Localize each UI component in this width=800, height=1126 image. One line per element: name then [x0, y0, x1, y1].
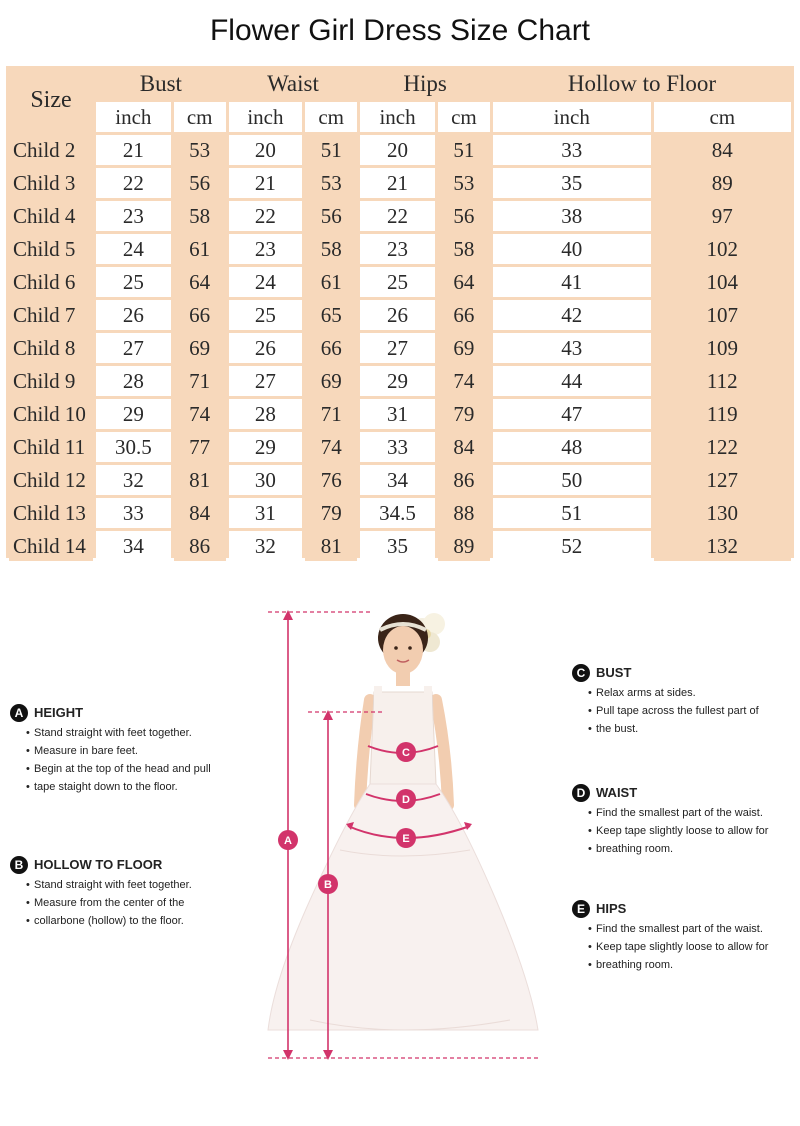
- badge-c: C: [572, 664, 590, 682]
- table-cell: 44: [493, 366, 651, 396]
- table-cell: 88: [438, 498, 490, 528]
- table-cell: 74: [305, 432, 357, 462]
- table-cell: 84: [654, 135, 791, 165]
- guide-item: • Keep tape slightly loose to allow for: [596, 822, 792, 840]
- size-label: Child 8: [9, 333, 93, 363]
- table-cell: 25: [96, 267, 171, 297]
- size-header: Size: [9, 69, 93, 132]
- guide-hollow-to-floor: [10, 856, 240, 930]
- table-cell: 23: [96, 201, 171, 231]
- table-row: [9, 234, 791, 264]
- table-cell: 122: [654, 432, 791, 462]
- table-cell: 33: [493, 135, 651, 165]
- table-row: [9, 432, 791, 462]
- table-cell: 66: [305, 333, 357, 363]
- table-cell: 34: [360, 465, 435, 495]
- table-cell: 86: [174, 531, 226, 561]
- table-cell: 104: [654, 267, 791, 297]
- table-row: [9, 333, 791, 363]
- size-table: [6, 66, 794, 564]
- guide-item: • Stand straight with feet together.: [34, 724, 240, 742]
- table-cell: 24: [96, 234, 171, 264]
- table-cell: 71: [305, 399, 357, 429]
- table-cell: 64: [438, 267, 490, 297]
- label-d: [396, 789, 416, 809]
- table-cell: 29: [96, 399, 171, 429]
- table-cell: 51: [493, 498, 651, 528]
- guide-height: [10, 704, 240, 796]
- table-cell: 102: [654, 234, 791, 264]
- table-cell: 66: [438, 300, 490, 330]
- guide-item: • Find the smallest part of the waist.: [596, 804, 792, 822]
- girl-figure-illustration: [250, 600, 550, 1070]
- guide-title: HOLLOW TO FLOOR: [34, 857, 163, 872]
- table-cell: 35: [360, 531, 435, 561]
- table-cell: 27: [229, 366, 302, 396]
- table-cell: 132: [654, 531, 791, 561]
- table-cell: 84: [174, 498, 226, 528]
- size-label: Child 10: [9, 399, 93, 429]
- table-cell: 56: [438, 201, 490, 231]
- table-cell: 21: [229, 168, 302, 198]
- table-cell: 34: [96, 531, 171, 561]
- table-row: [9, 366, 791, 396]
- badge-d: D: [572, 784, 590, 802]
- group-header-hollow-to-floor: Hollow to Floor: [493, 69, 791, 99]
- table-cell: 69: [174, 333, 226, 363]
- table-row: [9, 531, 791, 561]
- table-cell: 27: [360, 333, 435, 363]
- guide-hips: [572, 900, 792, 974]
- svg-text:E: E: [402, 833, 410, 845]
- guide-item: • Measure in bare feet.: [34, 742, 240, 760]
- table-cell: 40: [493, 234, 651, 264]
- table-cell: 42: [493, 300, 651, 330]
- guide-item: • Measure from the center of the: [34, 894, 240, 912]
- svg-text:D: D: [402, 794, 410, 806]
- table-cell: 33: [360, 432, 435, 462]
- table-cell: 89: [438, 531, 490, 561]
- table-cell: 130: [654, 498, 791, 528]
- table-cell: 23: [229, 234, 302, 264]
- unit-header: inch: [493, 102, 651, 132]
- table-cell: 56: [174, 168, 226, 198]
- table-cell: 25: [229, 300, 302, 330]
- table-cell: 112: [654, 366, 791, 396]
- table-cell: 26: [229, 333, 302, 363]
- group-header-bust: Bust: [96, 69, 226, 99]
- size-label: Child 12: [9, 465, 93, 495]
- table-cell: 127: [654, 465, 791, 495]
- table-cell: 51: [305, 135, 357, 165]
- guide-item: • Stand straight with feet together.: [34, 876, 240, 894]
- size-label: Child 11: [9, 432, 93, 462]
- table-cell: 22: [229, 201, 302, 231]
- table-row: [9, 498, 791, 528]
- table-cell: 30.5: [96, 432, 171, 462]
- unit-header: inch: [360, 102, 435, 132]
- table-cell: 32: [96, 465, 171, 495]
- table-cell: 61: [305, 267, 357, 297]
- table-cell: 97: [654, 201, 791, 231]
- table-cell: 21: [360, 168, 435, 198]
- table-cell: 53: [174, 135, 226, 165]
- table-cell: 28: [229, 399, 302, 429]
- table-cell: 26: [96, 300, 171, 330]
- unit-header: inch: [96, 102, 171, 132]
- table-row: [9, 267, 791, 297]
- guide-title: HEIGHT: [34, 705, 84, 720]
- table-cell: 58: [174, 201, 226, 231]
- svg-text:C: C: [402, 747, 410, 759]
- unit-header: cm: [438, 102, 490, 132]
- size-label: Child 9: [9, 366, 93, 396]
- unit-header: cm: [305, 102, 357, 132]
- table-cell: 28: [96, 366, 171, 396]
- table-cell: 71: [174, 366, 226, 396]
- badge-e: E: [572, 900, 590, 918]
- table-row: [9, 399, 791, 429]
- table-row: [9, 201, 791, 231]
- size-label: Child 2: [9, 135, 93, 165]
- table-cell: 65: [305, 300, 357, 330]
- table-cell: 69: [305, 366, 357, 396]
- table-cell: 31: [360, 399, 435, 429]
- table-cell: 34.5: [360, 498, 435, 528]
- guide-item: • Pull tape across the fullest part of: [596, 702, 792, 720]
- table-cell: 84: [438, 432, 490, 462]
- table-cell: 89: [654, 168, 791, 198]
- guide-title: HIPS: [596, 901, 627, 916]
- guide-item: • breathing room.: [596, 956, 792, 974]
- table-cell: 58: [438, 234, 490, 264]
- guide-item: • Find the smallest part of the waist.: [596, 920, 792, 938]
- guide-title: BUST: [596, 665, 632, 680]
- guide-waist: [572, 784, 792, 858]
- table-cell: 41: [493, 267, 651, 297]
- table-cell: 22: [360, 201, 435, 231]
- guide-item: • Relax arms at sides.: [596, 684, 792, 702]
- table-cell: 30: [229, 465, 302, 495]
- label-c: [396, 742, 416, 762]
- table-cell: 61: [174, 234, 226, 264]
- svg-text:B: B: [324, 879, 332, 891]
- dress-skirt: [268, 784, 538, 1030]
- table-cell: 20: [360, 135, 435, 165]
- table-cell: 26: [360, 300, 435, 330]
- table-cell: 29: [229, 432, 302, 462]
- unit-header: inch: [229, 102, 302, 132]
- table-cell: 27: [96, 333, 171, 363]
- table-cell: 24: [229, 267, 302, 297]
- table-cell: 33: [96, 498, 171, 528]
- group-header-hips: Hips: [360, 69, 490, 99]
- table-cell: 43: [493, 333, 651, 363]
- guide-title: WAIST: [596, 785, 638, 800]
- label-e: [396, 828, 416, 848]
- unit-header: cm: [654, 102, 791, 132]
- table-cell: 48: [493, 432, 651, 462]
- table-cell: 74: [174, 399, 226, 429]
- table-cell: 21: [96, 135, 171, 165]
- table-cell: 81: [305, 531, 357, 561]
- table-cell: 38: [493, 201, 651, 231]
- guide-item: • collarbone (hollow) to the floor.: [34, 912, 240, 930]
- size-label: Child 5: [9, 234, 93, 264]
- table-cell: 86: [438, 465, 490, 495]
- group-header-waist: Waist: [229, 69, 358, 99]
- table-cell: 64: [174, 267, 226, 297]
- guide-item: • the bust.: [596, 720, 792, 738]
- table-cell: 76: [305, 465, 357, 495]
- label-a: [278, 830, 298, 850]
- guide-bust: [572, 664, 792, 738]
- table-cell: 74: [438, 366, 490, 396]
- table-cell: 29: [360, 366, 435, 396]
- table-cell: 79: [305, 498, 357, 528]
- guide-item: • tape staight down to the floor.: [34, 778, 240, 796]
- size-label: Child 14: [9, 531, 93, 561]
- table-cell: 22: [96, 168, 171, 198]
- table-cell: 25: [360, 267, 435, 297]
- guide-item: • breathing room.: [596, 840, 792, 858]
- table-cell: 79: [438, 399, 490, 429]
- guide-item: • Begin at the top of the head and pull: [34, 760, 240, 778]
- table-cell: 109: [654, 333, 791, 363]
- label-b: [318, 874, 338, 894]
- table-cell: 23: [360, 234, 435, 264]
- size-label: Child 3: [9, 168, 93, 198]
- badge-b: B: [10, 856, 28, 874]
- table-cell: 31: [229, 498, 302, 528]
- table-cell: 51: [438, 135, 490, 165]
- table-cell: 32: [229, 531, 302, 561]
- table-cell: 119: [654, 399, 791, 429]
- size-label: Child 7: [9, 300, 93, 330]
- table-row: [9, 300, 791, 330]
- badge-a: A: [10, 704, 28, 722]
- table-cell: 107: [654, 300, 791, 330]
- table-row: [9, 168, 791, 198]
- size-chart: [6, 66, 794, 558]
- table-cell: 66: [174, 300, 226, 330]
- size-label: Child 4: [9, 201, 93, 231]
- table-cell: 56: [305, 201, 357, 231]
- table-cell: 69: [438, 333, 490, 363]
- table-cell: 81: [174, 465, 226, 495]
- face: [383, 626, 423, 674]
- table-row: [9, 135, 791, 165]
- table-cell: 50: [493, 465, 651, 495]
- table-cell: 53: [438, 168, 490, 198]
- measurement-guide: [0, 600, 800, 1126]
- unit-header: cm: [174, 102, 226, 132]
- table-cell: 77: [174, 432, 226, 462]
- size-label: Child 13: [9, 498, 93, 528]
- table-cell: 53: [305, 168, 357, 198]
- table-cell: 52: [493, 531, 651, 561]
- table-cell: 47: [493, 399, 651, 429]
- table-cell: 58: [305, 234, 357, 264]
- page-title: Flower Girl Dress Size Chart: [209, 14, 591, 47]
- table-cell: 35: [493, 168, 651, 198]
- table-cell: 20: [229, 135, 302, 165]
- size-label: Child 6: [9, 267, 93, 297]
- svg-text:A: A: [284, 835, 292, 847]
- guide-item: • Keep tape slightly loose to allow for: [596, 938, 792, 956]
- table-row: [9, 465, 791, 495]
